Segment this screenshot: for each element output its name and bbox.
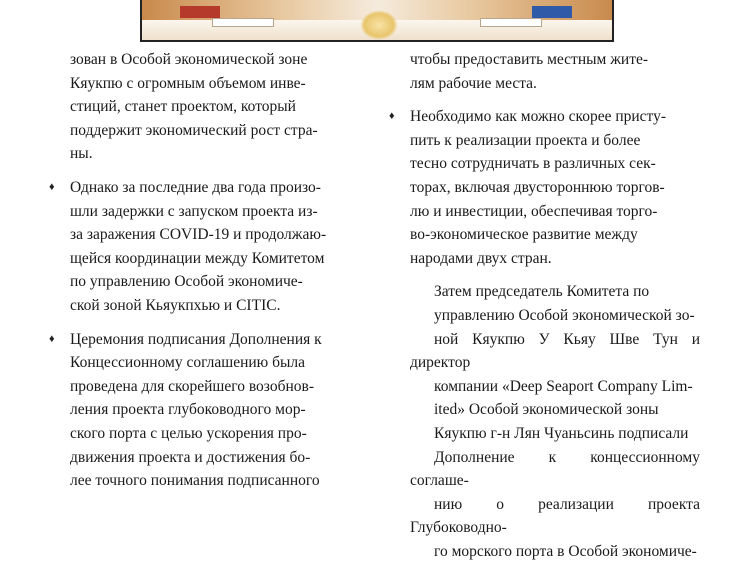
text-line: зован в Особой экономической зоне (70, 51, 308, 68)
text-line: движения проекта и достижения бо- (70, 448, 311, 466)
text-paragraph (410, 280, 700, 563)
text-line: лям рабочие места. (410, 74, 537, 92)
right-text-column (410, 48, 700, 573)
text-line: пить к реализации проекта и более (410, 131, 641, 149)
signing-ceremony-photo (140, 0, 614, 42)
text-line: ской зоной Кьяукпхью и CITIC. (70, 296, 281, 314)
photo-flag-left (180, 6, 220, 18)
photo-nameplate-left (212, 18, 274, 27)
text-line: ского порта с целью ускорения про- (70, 424, 307, 442)
photo-ribbon-bow (360, 10, 398, 40)
text-line: Дополнение к концессионному соглаше- (410, 448, 700, 490)
text-line: нию о реализации проекта Глубоководно- (410, 495, 700, 537)
text-line: ления проекта глубоководного мор- (70, 401, 306, 419)
bullet-paragraph (70, 328, 362, 493)
text-line: управлению Особой экономической зо- (434, 306, 695, 324)
text-line: ♦ Церемония подписания Дополнения к (70, 330, 322, 348)
text-line: лю и инвестиции, обеспечивая торго- (410, 202, 658, 220)
bullet-paragraph (410, 105, 700, 270)
text-line: поддержит экономический рост стра- (70, 121, 318, 139)
text-line: ♦ Необходимо как можно скорее присту- (410, 108, 667, 126)
text-line: стиций, станет проектом, который (70, 98, 296, 116)
text-paragraph (410, 48, 700, 95)
text-line: ited» Особой экономической зоны (434, 401, 659, 419)
text-line: проведена для скорейшего возобнов- (70, 377, 315, 395)
bullet-paragraph (70, 176, 362, 318)
text-line: шли задержки с запуском проекта из- (70, 202, 318, 220)
text-paragraph (70, 48, 362, 166)
text-line: ♦ Однако за последние два года произо- (70, 178, 321, 196)
text-line: тесно сотрудничать в различных сек- (410, 155, 656, 173)
text-line: чтобы предоставить местным жите- (410, 51, 649, 68)
text-line: по управлению Особой экономиче- (70, 273, 303, 291)
text-line: Кяукпю с огромным объемом инве- (70, 74, 306, 92)
text-line: во-экономическое развитие между (410, 226, 638, 244)
text-line: го морского порта в Особой экономиче- (434, 542, 697, 560)
text-line: торах, включая двустороннюю торгов- (410, 178, 665, 196)
text-line: Затем председатель Комитета по (434, 283, 650, 301)
photo-nameplate-right (480, 18, 542, 27)
text-line: за заражения COVID-19 и продолжаю- (70, 226, 327, 244)
text-line: Кяукпю г-н Лян Чуаньсинь подписали (434, 424, 689, 442)
photo-flag-right (532, 6, 572, 18)
text-line: ной Кяукпю У Кьяу Шве Тун и директор (410, 330, 700, 372)
text-line: щейся координации между Комитетом (70, 249, 325, 267)
text-line: Концессионному соглашению была (70, 354, 306, 372)
text-line: ны. (70, 145, 93, 163)
text-line: компании «Deep Seaport Company Lim- (434, 377, 693, 395)
text-line: лее точного понимания подписанного (70, 472, 320, 490)
text-line: народами двух стран. (410, 249, 552, 267)
left-text-column (70, 48, 362, 503)
